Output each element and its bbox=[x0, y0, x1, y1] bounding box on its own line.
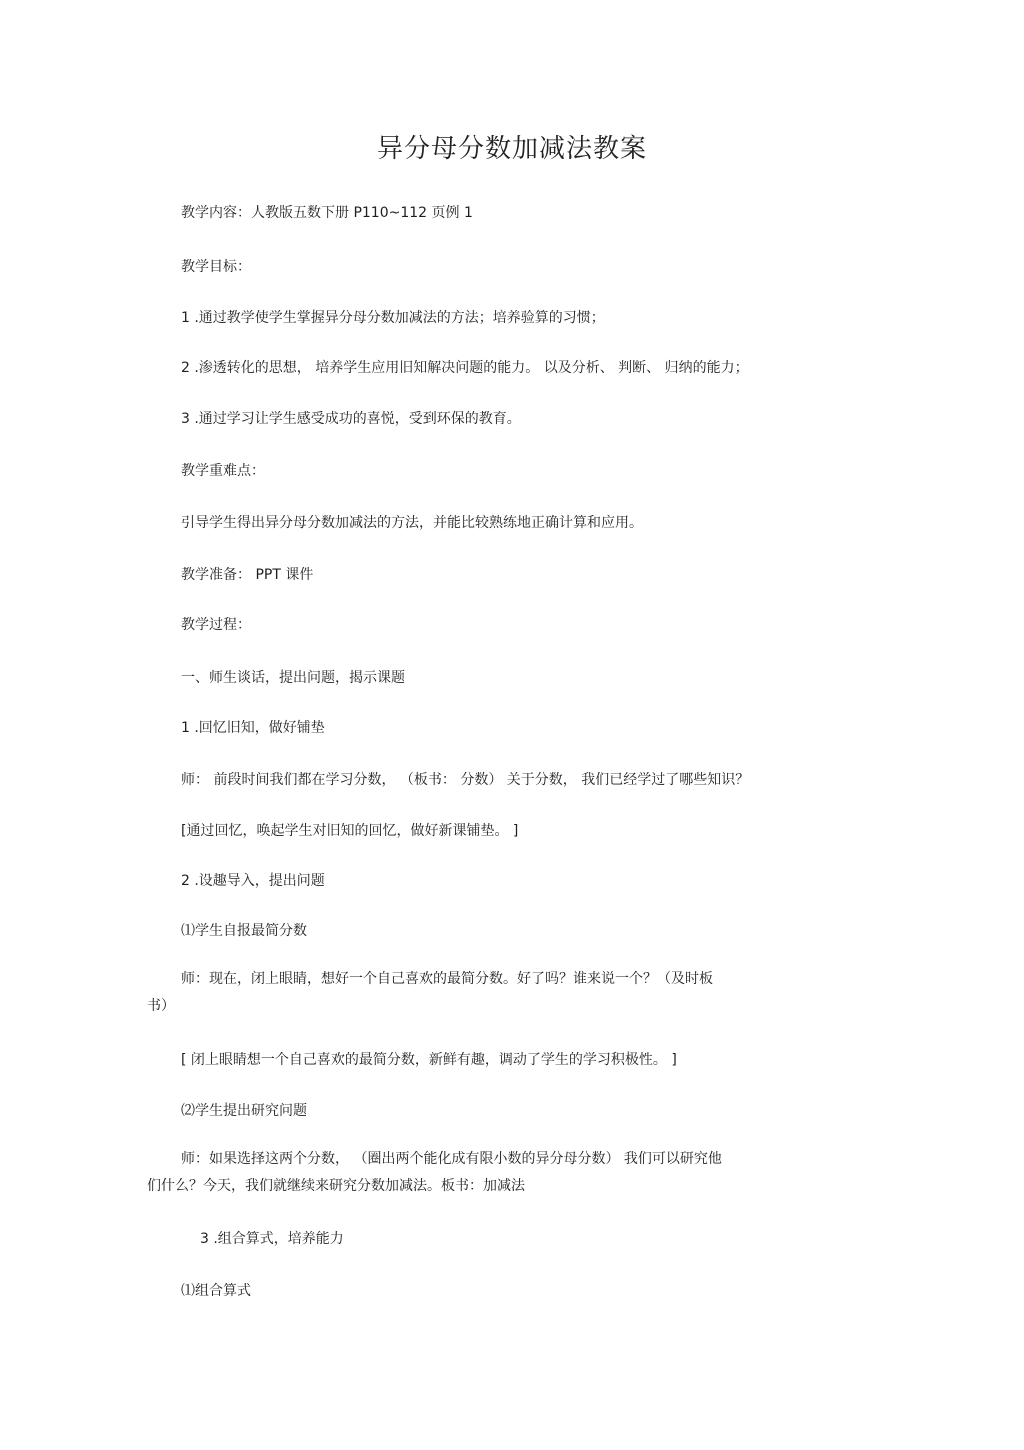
teacher-line-2 bbox=[147, 966, 713, 1020]
step-3: 3 .组合算式，培养能力 bbox=[200, 1231, 344, 1247]
sub-step-1: ⑴学生自报最简分数 bbox=[181, 923, 307, 939]
teacher-line-1: 师： 前段时间我们都在学习分数， （板书： 分数） 关于分数， 我们已经学过了哪些知识？ bbox=[181, 772, 750, 788]
teacher-line-2-b: 书） bbox=[147, 998, 175, 1014]
teaching-content: 教学内容：人教版五数下册 P110~112 页例 1 bbox=[181, 205, 473, 221]
step-1: 1 .回忆旧知，做好铺垫 bbox=[181, 720, 325, 736]
teacher-line-2-a: 师：现在，闭上眼睛，想好一个自己喜欢的最简分数。好了吗？谁来说一个？（及时板 bbox=[181, 971, 713, 987]
note-2: [ 闭上眼睛想一个自己喜欢的最简分数，新鲜有趣，调动了学生的学习积极性。 ] bbox=[181, 1052, 677, 1068]
teaching-preparation: 教学准备： PPT 课件 bbox=[181, 567, 314, 583]
goals-heading: 教学目标： bbox=[181, 259, 251, 275]
page-title: 异分母分数加减法教案 bbox=[376, 134, 647, 164]
note-1: [通过回忆，唤起学生对旧知的回忆，做好新课铺垫。 ] bbox=[181, 823, 519, 839]
goal-1: 1 .通过教学使学生掌握异分母分数加减法的方法；培养验算的习惯； bbox=[181, 310, 605, 326]
sub-step-3: ⑴组合算式 bbox=[181, 1283, 251, 1299]
sub-step-2: ⑵学生提出研究问题 bbox=[181, 1103, 307, 1119]
teacher-line-3 bbox=[147, 1146, 722, 1200]
step-2: 2 .设趣导入，提出问题 bbox=[181, 873, 325, 889]
goal-3: 3 .通过学习让学生感受成功的喜悦，受到环保的教育。 bbox=[181, 411, 521, 427]
key-points-text: 引导学生得出异分母分数加减法的方法，并能比较熟练地正确计算和应用。 bbox=[181, 515, 643, 531]
key-points-heading: 教学重难点： bbox=[181, 463, 265, 479]
section-1-heading: 一、师生谈话，提出问题，揭示课题 bbox=[181, 670, 405, 686]
process-heading: 教学过程： bbox=[181, 617, 251, 633]
teacher-line-3-b: 们什么？今天，我们就继续来研究分数加减法。板书：加减法 bbox=[147, 1178, 525, 1194]
goal-2: 2 .渗透转化的思想， 培养学生应用旧知解决问题的能力。 以及分析、 判断、 归纳的能力； bbox=[181, 360, 749, 376]
teacher-line-3-a: 师：如果选择这两个分数， （圈出两个能化成有限小数的异分母分数） 我们可以研究他 bbox=[181, 1151, 722, 1167]
